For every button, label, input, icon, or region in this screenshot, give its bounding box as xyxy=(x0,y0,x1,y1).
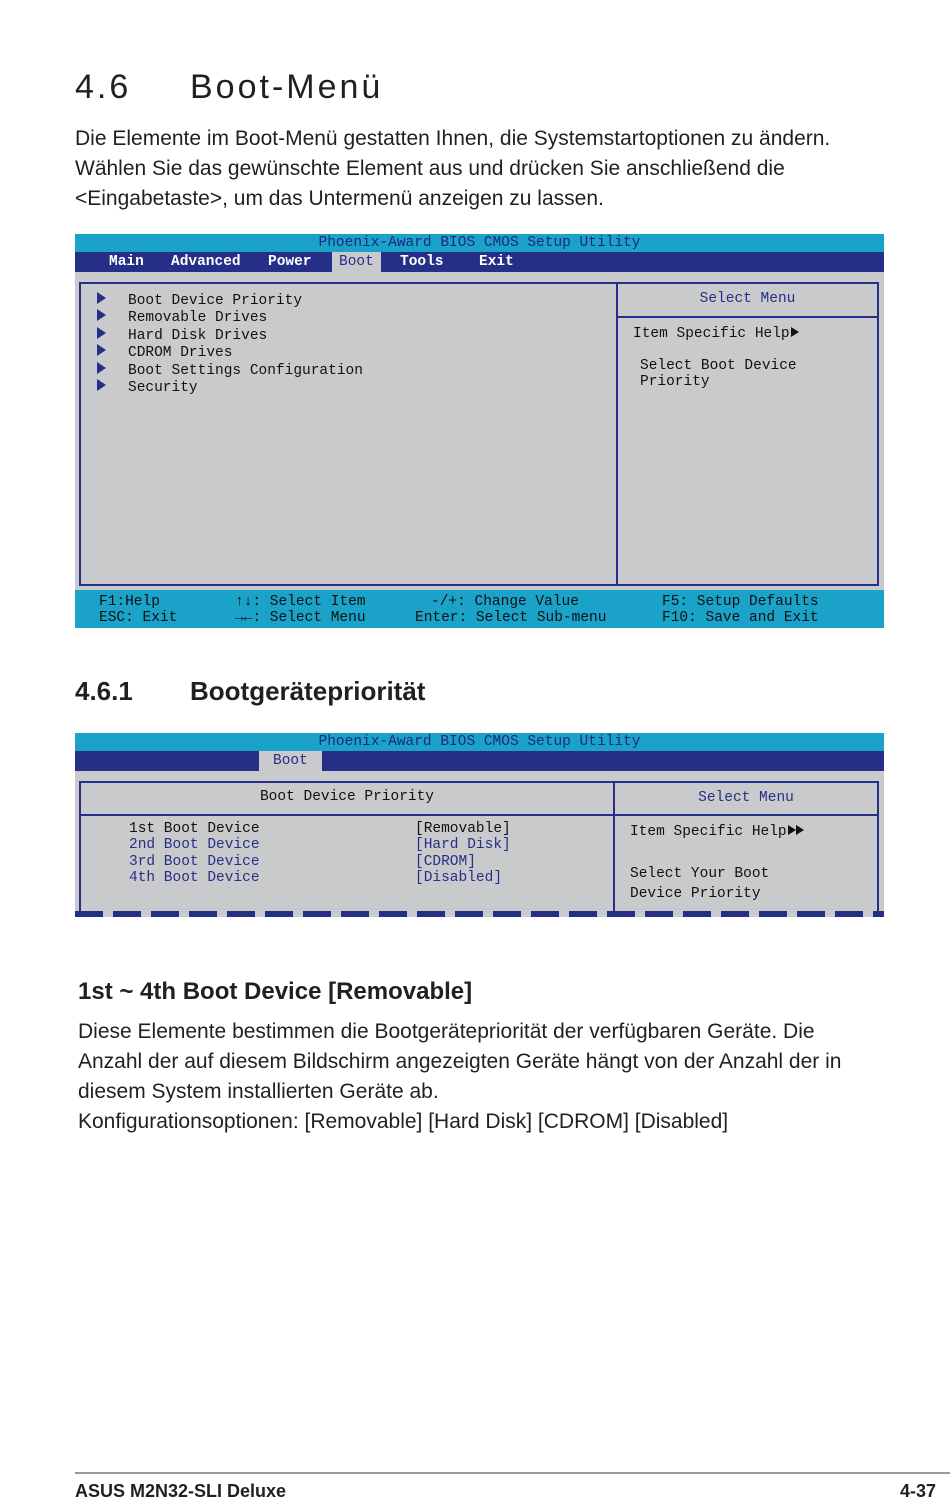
panel-title: Boot Device Priority xyxy=(259,789,435,805)
key-desc: : Select Item xyxy=(252,594,366,610)
help-label-row xyxy=(630,824,804,840)
row-value: [Hard Disk] xyxy=(415,837,511,854)
boot-item-hard-disk-drives[interactable] xyxy=(97,327,363,344)
section-title: Boot-Menü xyxy=(190,68,384,106)
section-intro xyxy=(75,124,830,214)
menu-boot[interactable]: Boot xyxy=(332,252,381,272)
row-value: [Disabled] xyxy=(415,870,503,887)
intro-line: Wählen Sie das gewünschte Element aus und drücken Sie anschließend die xyxy=(75,157,785,180)
item-label: Hard Disk Drives xyxy=(128,327,268,344)
menu-exit[interactable]: Exit xyxy=(479,254,514,270)
key-select-menu xyxy=(235,610,366,626)
bios-menu-bar xyxy=(75,751,884,771)
menu-tools[interactable]: Tools xyxy=(400,254,444,270)
up-down-arrows-icon: ↑↓ xyxy=(235,594,253,610)
side-header: Select Menu xyxy=(699,291,796,307)
left-right-arrows-icon: →← xyxy=(235,610,253,626)
bios-menu-bar xyxy=(75,252,884,272)
description-line: Diese Elemente bestimmen die Bootgerätepriorität der verfügbaren Geräte. Die xyxy=(78,1020,815,1043)
key-esc-exit: ESC: Exit xyxy=(99,610,178,626)
help-label: Item Specific Help xyxy=(630,824,787,840)
key-f5-defaults: F5: Setup Defaults xyxy=(662,594,819,610)
submenu-arrow-icon xyxy=(97,344,106,356)
row-label: 4th Boot Device xyxy=(129,870,260,887)
boot-item-cdrom-drives[interactable] xyxy=(97,344,363,361)
help-text xyxy=(640,358,797,391)
boot-item-removable-drives[interactable] xyxy=(97,309,363,326)
item-label: Removable Drives xyxy=(128,310,268,327)
row-label: 2nd Boot Device xyxy=(129,837,260,854)
menu-advanced[interactable]: Advanced xyxy=(171,254,241,270)
boot-device-row-2[interactable] xyxy=(129,837,511,853)
subsection-number: 4.6.1 xyxy=(75,676,133,706)
item-label: Security xyxy=(128,380,198,397)
boot-device-list xyxy=(129,821,511,887)
help-arrow-icon xyxy=(796,825,804,835)
row-value: [Removable] xyxy=(415,821,511,837)
key-enter-submenu: Enter: Select Sub-menu xyxy=(415,610,607,626)
footer-product: ASUS M2N32-SLI Deluxe xyxy=(75,1481,287,1501)
help-arrow-icon xyxy=(788,825,796,835)
section-number: 4.6 xyxy=(75,68,132,106)
item-label: Boot Device Priority xyxy=(128,293,303,309)
intro-line: Die Elemente im Boot-Menü gestatten Ihnen, die Systemstartoptionen zu ändern. xyxy=(75,127,831,150)
bios-screen-boot-menu xyxy=(75,234,884,628)
help-line: Select Boot Device xyxy=(640,358,797,374)
intro-line: <Eingabetaste>, um das Untermenü anzeigen zu lassen. xyxy=(75,187,604,210)
side-header: Select Menu xyxy=(698,790,794,806)
frame-divider xyxy=(616,282,618,586)
help-text xyxy=(630,864,769,904)
footer-page-number: 4-37 xyxy=(899,1481,936,1501)
option-heading: 1st ~ 4th Boot Device [Removable] xyxy=(78,978,473,1005)
submenu-arrow-icon xyxy=(97,327,106,339)
row-value: [CDROM] xyxy=(415,853,476,870)
key-desc: : Select Menu xyxy=(252,610,366,626)
key-f1-help: F1:Help xyxy=(99,594,160,610)
description-line: diesem System installierten Geräte ab. xyxy=(78,1080,439,1103)
submenu-arrow-icon xyxy=(97,379,106,391)
item-label: Boot Settings Configuration xyxy=(128,362,363,379)
menu-boot[interactable]: Boot xyxy=(259,751,322,771)
footer-rule xyxy=(75,1472,950,1474)
bios-key-legend xyxy=(75,590,884,628)
row-label: 1st Boot Device xyxy=(129,821,260,837)
help-line: Priority xyxy=(640,374,710,391)
description-line: Anzahl der auf diesem Bildschirm angezeigten Geräte hängt von der Anzahl der in xyxy=(78,1050,842,1073)
bios-title: Phoenix-Award BIOS CMOS Setup Utility xyxy=(75,733,884,751)
boot-item-boot-settings-configuration[interactable] xyxy=(97,362,363,379)
subsection-heading xyxy=(75,676,425,707)
submenu-arrow-icon xyxy=(97,362,106,374)
key-select-item xyxy=(235,594,366,610)
row-label: 3rd Boot Device xyxy=(129,853,260,870)
subsection-title: Bootgerätepriorität xyxy=(190,676,426,706)
boot-item-list xyxy=(97,292,363,396)
frame-divider xyxy=(618,316,877,318)
boot-item-boot-device-priority[interactable] xyxy=(97,292,363,309)
submenu-arrow-icon xyxy=(97,309,106,321)
boot-device-row-1[interactable] xyxy=(129,821,511,837)
boot-item-security[interactable] xyxy=(97,379,363,396)
torn-edge xyxy=(75,911,884,917)
frame-divider xyxy=(81,814,877,816)
key-f10-save-exit: F10: Save and Exit xyxy=(662,610,819,626)
submenu-arrow-icon xyxy=(97,292,106,304)
bios-title: Phoenix-Award BIOS CMOS Setup Utility xyxy=(75,234,884,252)
description-line: Konfigurationsoptionen: [Removable] [Hard Disk] [CDROM] [Disabled] xyxy=(78,1110,729,1133)
help-line: Device Priority xyxy=(630,886,761,902)
help-arrow-icon xyxy=(791,327,799,337)
menu-main[interactable]: Main xyxy=(109,254,144,270)
boot-device-row-3[interactable] xyxy=(129,854,511,870)
help-line: Select Your Boot xyxy=(630,866,770,882)
option-description xyxy=(78,1017,841,1137)
help-label: Item Specific Help xyxy=(633,326,790,342)
bios-screen-boot-priority xyxy=(75,733,884,917)
help-label-row xyxy=(633,326,799,342)
key-change-value: -/+: Change Value xyxy=(431,594,579,610)
menu-power[interactable]: Power xyxy=(268,254,312,270)
section-heading xyxy=(75,68,383,107)
boot-device-row-4[interactable] xyxy=(129,870,511,886)
item-label: CDROM Drives xyxy=(128,345,233,362)
